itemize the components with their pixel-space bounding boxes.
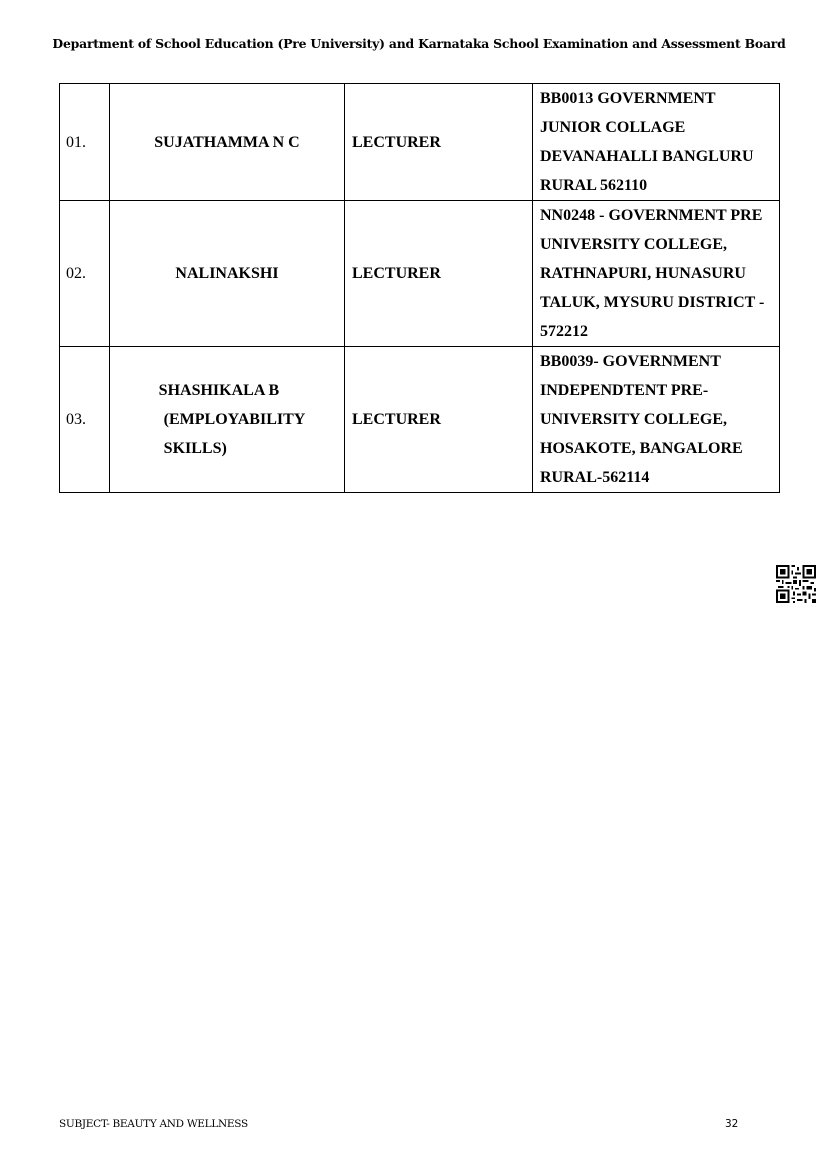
serial-number: 01. (60, 84, 110, 201)
college-line: RURAL 562110 (540, 177, 648, 194)
college-address (533, 84, 780, 201)
college-line: HOSAKOTE, BANGALORE (540, 440, 743, 457)
college-line: TALUK, MYSURU DISTRICT - (540, 294, 765, 311)
college-line: BB0013 GOVERNMENT (540, 90, 716, 107)
college-line: BB0039- GOVERNMENT (540, 353, 721, 370)
staff-name-line: NALINAKSHI (175, 265, 279, 282)
college-line: 572212 (540, 323, 588, 340)
staff-name-line: (EMPLOYABILITY (163, 411, 306, 428)
staff-name (110, 201, 345, 347)
college-line: RURAL-562114 (540, 469, 650, 486)
staff-name-line: SHASHIKALA B (158, 382, 280, 399)
college-address (533, 347, 780, 493)
college-line: UNIVERSITY COLLEGE, (540, 411, 728, 428)
footer-page-number: 32 (725, 1118, 739, 1130)
staff-name-block (159, 376, 306, 463)
college-address (533, 201, 780, 347)
table-row (60, 201, 780, 347)
college-line: DEVANAHALLI BANGLURU (540, 148, 754, 165)
designation: LECTURER (345, 201, 533, 347)
table-row (60, 347, 780, 493)
serial-number: 02. (60, 201, 110, 347)
college-line: RATHNAPURI, HUNASURU (540, 265, 746, 282)
staff-name-line: SKILLS) (163, 440, 227, 457)
qr-code-icon (776, 565, 816, 603)
staff-name (110, 347, 345, 493)
table-row (60, 84, 780, 201)
college-line: INDEPENDTENT PRE- (540, 382, 709, 399)
page-header-title: Department of School Education (Pre University) and Karnataka School Examination and Assessment Board (52, 36, 786, 51)
staff-table (59, 83, 780, 493)
staff-name-line: SUJATHAMMA N C (154, 133, 300, 151)
serial-number: 03. (60, 347, 110, 493)
college-line: JUNIOR COLLAGE (540, 119, 686, 136)
designation: LECTURER (345, 84, 533, 201)
college-line: UNIVERSITY COLLEGE, (540, 236, 728, 253)
footer-subject: SUBJECT- BEAUTY AND WELLNESS (59, 1118, 248, 1130)
staff-name (110, 84, 345, 201)
designation: LECTURER (345, 347, 533, 493)
college-line: NN0248 - GOVERNMENT PRE (540, 207, 763, 224)
